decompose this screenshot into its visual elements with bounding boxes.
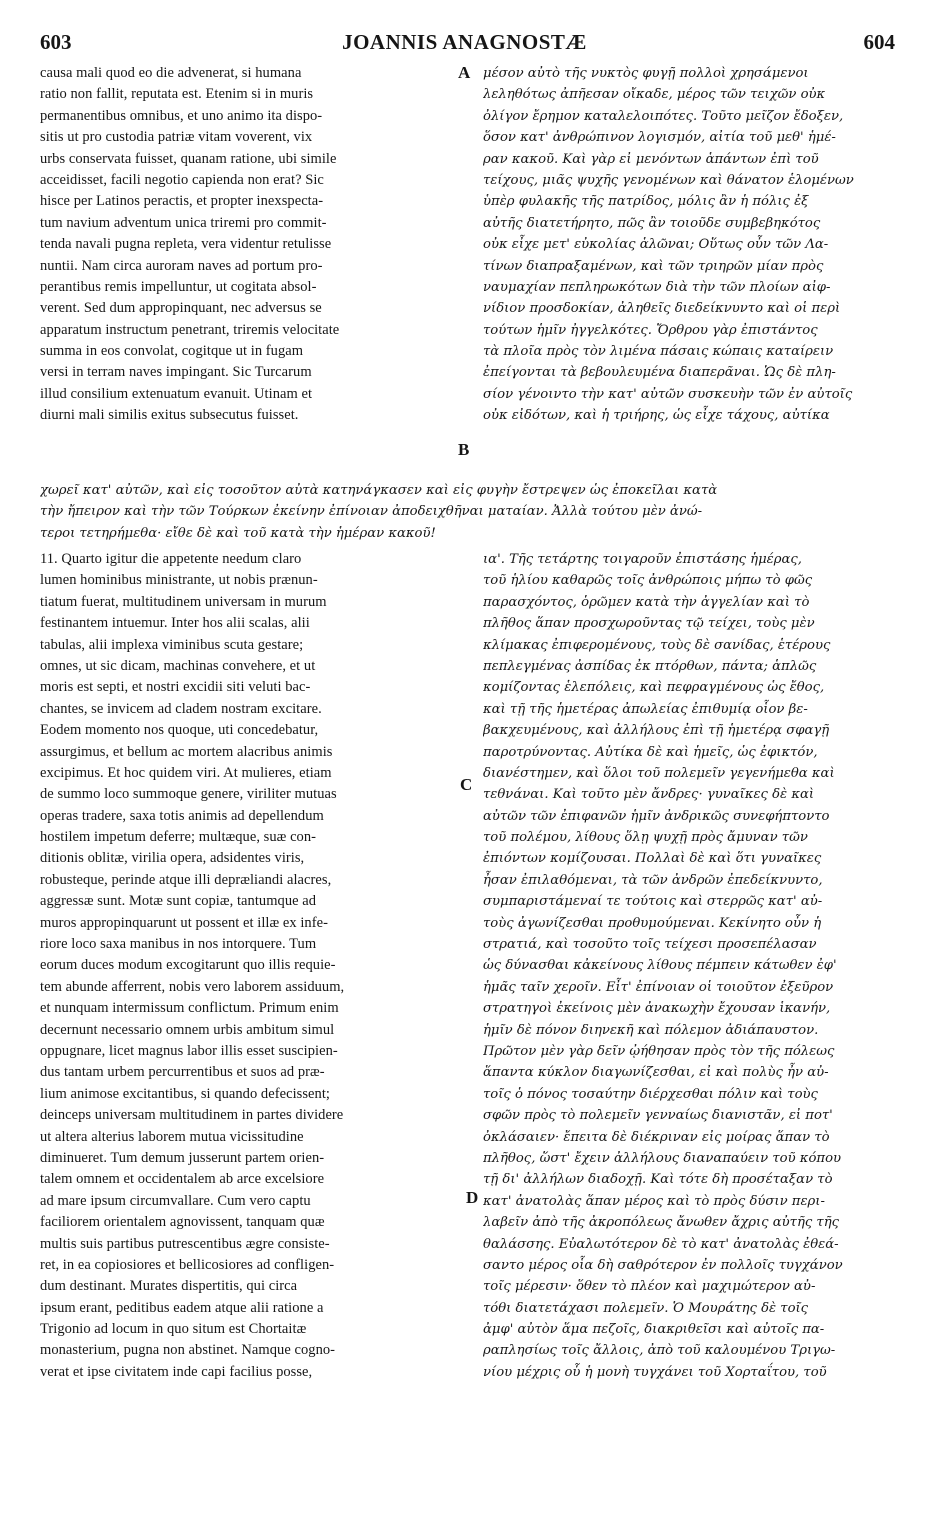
text-line: ναυμαχίαν πεπληρωκότων διὰ τὴν τῶν πλοίων αἰφ- xyxy=(483,279,831,295)
text-line: ἀμφ' αὐτὸν ἅμα πεζοῖς, διακριθεῖσι καὶ αὐτοῖς πα- xyxy=(483,1322,825,1338)
text-line: moris est septi, et nostri excidii siti veluti bac- xyxy=(40,679,311,696)
text-line: operas tradere, saxa totis animis ad depellendum xyxy=(40,807,324,824)
text-line: festinantem intuemur. Inter hos alii scalas, alii xyxy=(40,615,310,632)
text-line: chantes, se invicem ad cladem nostram excitare. xyxy=(40,700,322,717)
text-line: τεροι τετηρήμεθα· εἴθε δὲ καὶ τοῦ κατὰ τὴν ἡμέραν κακοῦ! xyxy=(40,525,436,541)
text-line: robusteque, perinde atque illi depræliandi alacres, xyxy=(40,871,332,888)
text-line: τοὺς ἀγωνίζεσθαι προθυμούμεναι. Κεκίνητο οὖν ἡ xyxy=(483,915,822,931)
text-line: συμπαριστάμεναί τε τούτοις καὶ στερρῶς κατ' αὐ- xyxy=(483,894,823,910)
text-line: verent. Sed dum appropinquant, nec adversus se xyxy=(40,300,322,317)
text-line: αὐτῆς διατετήρητο, πῶς ἂν τοιοῦδε συμβεβηκότος xyxy=(483,215,821,231)
text-line: sitis ut pro custodia patriæ vitam voverent, vix xyxy=(40,129,313,146)
text-line: ἡμῖν δὲ πόνον διηνεκῆ καὶ πόλεμον ἀδιάπαυστον. xyxy=(483,1022,819,1038)
text-line: αὐτῶν τῶν ἐπιφανῶν ἡμῖν ἀνδρικῶς συνεφήπτοντο xyxy=(483,808,830,824)
text-line: στρατηγοὶ ἐκείνοις μὲν ἀνακωχὴν ἔχουσαν ἱκανήν, xyxy=(483,1001,831,1017)
text-line: diminueret. Tum demum jusserunt partem orien- xyxy=(40,1149,325,1166)
text-line: excipimus. Et hoc quidem viri. At mulieres, etiam xyxy=(40,764,332,781)
text-line: νίδιον προσδοκίαν, ἀληθεῖς διεδείκνυντο καὶ οἱ περὶ xyxy=(483,301,841,317)
greek-column-main xyxy=(483,549,903,1383)
greek-column-top xyxy=(483,63,901,427)
text-line: 11. Quarto igitur die appetente needum claro xyxy=(40,551,302,567)
section-marker-d: D xyxy=(466,1188,479,1207)
text-line: ια'. Τῆς τετάρτης τοιγαροῦν ἐπιστάσης ἡμέρας, xyxy=(483,552,802,567)
text-line: τῇ δι' ἀλλήλων διαδοχῇ. Καὶ τότε δὴ προσέταξαν τὸ xyxy=(483,1172,833,1188)
text-line: monasterium, pugna non abstinet. Namque cogno- xyxy=(40,1342,336,1359)
text-line: diurni mali similis exitus subsecutus fuisset. xyxy=(40,407,299,424)
text-line: οὐκ εἰδότων, καὶ ἡ τριήρης, ὡς εἶχε τάχους, αὐτίκα xyxy=(483,408,830,424)
text-line: Πρῶτον μὲν γὰρ δεῖν ᾠήθησαν πρὸς τὸν τῆς πόλεως xyxy=(483,1043,835,1059)
text-line: λαβεῖν ἀπὸ τῆς ἀκροπόλεως ἄνωθεν ἄχρις αὐτῆς τῆς xyxy=(483,1215,840,1231)
text-line: στρατιά, καὶ τοσοῦτο τοῖς τείχεσι προσεπέλασαν xyxy=(483,937,817,953)
text-line: τοῦ πολέμου, λίθους ὅλῃ ψυχῇ πρὸς ἄμυναν τῶν xyxy=(483,830,808,846)
text-line: θαλάσσης. Εὐαλωτότερον δὲ τὸ κατ' ἀνατολὰς ἐθεά- xyxy=(483,1236,839,1252)
text-line: τείχους, μιᾶς ψυχῆς γενομένων καὶ θάνατον ἑλομένων xyxy=(483,172,854,188)
text-line: βακχευμένους, καὶ ἀλλήλους ἐπὶ τῇ ἡμετέρᾳ σφαγῇ xyxy=(483,723,830,739)
text-line: faciliorem orientalem agnovissent, tanquam quæ xyxy=(40,1214,325,1231)
text-line: τοῦ ἡλίου καθαρῶς τοῖς ἀνθρώποις μήπω τὸ φῶς xyxy=(483,573,813,589)
text-line: ἐπιόντων κομίζουσαι. Πολλαὶ δὲ καὶ ὅτι γυναῖκες xyxy=(483,851,822,867)
text-line: versi in terram naves impingant. Sic Turcarum xyxy=(40,364,312,381)
text-line: verat et ipse civitatem inde capi facilius posse, xyxy=(40,1363,313,1380)
text-line: μέσον αὐτὸ τῆς νυκτὸς φυγῇ πολλοὶ χρησάμενοι xyxy=(483,66,809,81)
text-line: hisce per Latinos peractis, et propter inexspecta- xyxy=(40,193,324,210)
text-line: τὰ πλοῖα πρὸς τὸν λιμένα πάσαις κώπαις καταίρειν xyxy=(483,344,834,360)
left-page-number: 603 xyxy=(40,30,72,54)
section-marker-b: B xyxy=(458,440,470,459)
text-line: omnes, ut sic dicam, machinas convehere, et ut xyxy=(40,657,316,674)
text-line: κλίμακας ἐπιφερομένους, τοὺς δὲ σανίδας, ἑτέρους xyxy=(483,637,831,653)
text-line: ὡς δύνασθαι κἀκείνους λίθους πέμπειν κάτωθεν ἐφ' xyxy=(483,958,837,974)
text-line: ratio non fallit, reputata est. Etenim si in muris xyxy=(40,86,314,103)
text-line: ὑπὲρ φυλακῆς τῆς πατρίδος, μόλις ἂν ἡ πόλις ἐξ xyxy=(483,194,809,210)
text-line: talem omnem et occidentalem ab arce excelsiore xyxy=(40,1171,325,1188)
text-line: eorum duces modum excogitarunt quo illis requie- xyxy=(40,957,336,974)
text-line: Trigonio ad locum in quo situm est Chortaitæ xyxy=(40,1321,307,1338)
text-line: multis suis partibus putrescentibus ægre consiste- xyxy=(40,1235,330,1252)
text-line: ἐπείγονται τὰ βεβουλευμένα διαπερᾶναι. Ὡς δὲ πλη- xyxy=(483,365,836,381)
text-line: ὀκλάσαιεν· ἔπειτα δὲ διέκριναν εἰς μοίρας ἅπαν τὸ xyxy=(483,1129,830,1145)
text-line: παροτρύνοντας. Αὐτίκα δὲ καὶ ἡμεῖς, ὡς ἐφικτόν, xyxy=(483,744,818,760)
text-line: τὴν ἤπειρον καὶ τὴν τῶν Τούρκων ἐκείνην ἐπίνοιαν ἀποδειχθῆναι ματαίαν. Ἀλλὰ τούτου μὲν ἀνώ- xyxy=(40,504,703,520)
text-line: παρασχόντος, ὁρῶμεν κατὰ τὴν ἀγγελίαν καὶ τὸ xyxy=(483,594,810,610)
text-line: causa mali quod eo die advenerat, si humana xyxy=(40,65,302,81)
text-line: τοῖς μέρεσιν· ὅθεν τὸ πλέον καὶ μαχιμώτερον αὐ- xyxy=(483,1279,816,1295)
text-line: τοῖς ὁ πόνος τοσαύτην διέρχεσθαι πόλιν καὶ τοὺς xyxy=(483,1086,818,1102)
text-line: deinceps universam multitudinem in partes dividere xyxy=(40,1107,344,1124)
text-line: ad mare ipsum circumvallare. Cum vero captu xyxy=(40,1192,311,1209)
text-line: decernunt necessario omnem urbis ambitum simul xyxy=(40,1021,335,1038)
text-line: perantibus remis impelluntur, ut cogitata absol- xyxy=(40,278,317,295)
text-line: ἦσαν ἐπιλαθόμεναι, τὰ τῶν ἀνδρῶν ἐπεδείκνυντο, xyxy=(483,872,823,888)
text-line: τόθι διατετάχασι πολεμεῖν. Ὁ Μουράτης δὲ τοῖς xyxy=(483,1300,809,1316)
section-marker-a: A xyxy=(458,63,471,82)
text-line: πεπλεγμένας ἀσπίδας ἐκ πτόρθων, πάντα; ἁπλῶς xyxy=(483,658,817,674)
text-line: dum destinant. Murates dispertitis, qui circa xyxy=(40,1278,298,1295)
text-line: ἅπαντα κύκλον διαγωνίζεσθαι, εἰ καὶ πολὺς ἦν αὐ- xyxy=(483,1065,829,1081)
text-line: tabulas, alii implexa viminibus scuta gestare; xyxy=(40,636,304,653)
text-line: σαντο μέρος οἷα δὴ σαθρότερον ἐν πολλοῖς τυγχάνον xyxy=(483,1257,843,1273)
text-line: lumen hominibus ministrante, ut nobis prænun- xyxy=(40,572,318,589)
text-line: οὐκ εἶχε μετ' εὐκολίας ἁλῶναι; Οὕτως οὖν τῶν Λα- xyxy=(483,237,829,253)
text-line: κομίζοντας ἑλεπόλεις, καὶ πεφραγμένους ὡς ἔθος, xyxy=(483,680,825,696)
text-line: illud consilium extenuatum evanuit. Utinam et xyxy=(40,385,313,402)
text-line: ραν κακοῦ. Καὶ γὰρ εἰ μενόντων ἁπάντων ἐπὶ τοῦ xyxy=(483,151,819,167)
text-line: urbs conservata fuisset, quanam ratione, ubi simile xyxy=(40,150,337,167)
text-line: σφῶν πρὸς τὸ πολεμεῖν γενναίως διανιστᾶν, εἰ ποτ' xyxy=(483,1108,833,1124)
text-line: ditionis oblitæ, virilia opera, adsidentes viris, xyxy=(40,850,305,867)
text-line: muros appropinquarunt ut possent et illæ ex infe- xyxy=(40,914,328,931)
text-line: oppugnare, licet magnus labor illis esset suscipien- xyxy=(40,1042,338,1059)
text-line: κατ' ἀνατολὰς ἅπαν μέρος καὶ τὸ πρὸς δύσιν περι- xyxy=(483,1193,825,1209)
text-line: ut altera alterius laborem mutua vicissitudine xyxy=(40,1128,304,1145)
text-line: dus tantam urbem percurrentibus et suos ad præ- xyxy=(40,1064,325,1081)
text-line: apparatum instructum penetrant, triremis velocitate xyxy=(40,321,340,338)
text-line: πλῆθος ἅπαν προσχωροῦντας τῷ τείχει, τοὺς μὲν xyxy=(483,616,815,632)
text-line: νίου μέχρις οὗ ἡ μονὴ τυγχάνει τοῦ Χορταΐτου, τοῦ xyxy=(483,1364,827,1380)
text-line: τίνων διαπραξαμένων, καὶ τῶν τριηρῶν μίαν πρὸς xyxy=(483,258,824,274)
text-line: acceidisset, facili negotio capienda non erat? Sic xyxy=(40,171,324,188)
text-line: χωρεῖ κατ' αὐτῶν, καὶ εἰς τοσοῦτον αὐτὰ κατηνάγκασεν καὶ εἰς φυγὴν ἔστρεψεν ὡς ἐποκεῖλαι κατὰ xyxy=(40,483,718,498)
latin-column-top xyxy=(40,63,452,427)
text-line: permanentibus omnibus, et uno animo ita dispo- xyxy=(40,107,323,124)
text-line: λεληθότως ἀπῆεσαν οἴκαδε, μέρος τῶν τειχῶν οὐκ xyxy=(483,87,826,103)
text-line: nuntii. Nam circa auroram naves ad portum pro- xyxy=(40,257,323,274)
section-marker-c: C xyxy=(460,775,473,794)
greek-full-width-paragraph xyxy=(40,480,910,544)
text-line: et nunquam intermissum conflictum. Primum enim xyxy=(40,1000,339,1017)
text-line: τούτων ἡμῖν ἠγγελκότες. Ὄρθρου γὰρ ἐπιστάντος xyxy=(483,322,818,338)
text-line: hostilem impetum deferre; multæque, suæ con- xyxy=(40,829,317,846)
running-title: JOANNIS ANAGNOSTÆ xyxy=(342,30,587,54)
text-line: τεθνάναι. Καὶ τοῦτο μὲν ἄνδρες· γυναῖκες δὲ καὶ xyxy=(483,787,815,803)
latin-column-main xyxy=(40,549,458,1383)
text-line: Eodem momento nos quoque, uti concedebatur, xyxy=(40,722,319,739)
text-line: ὅσον κατ' ἀνθρώπινον λογισμόν, αἰτία τοῦ μεθ' ἡμέ- xyxy=(483,130,836,146)
text-line: assurgimus, et bellum ac mortem alacribus animis xyxy=(40,743,333,760)
text-line: summa in eos convolat, cogitque ut in fugam xyxy=(40,343,304,360)
text-line: σίον γένοιντο τὴν κατ' αὐτῶν συσκευὴν τῶν ἐν αὐτοῖς xyxy=(483,386,853,402)
text-line: ραπλησίως τοῖς ἄλλοις, ἀπὸ τοῦ καλουμένου Τριγω- xyxy=(483,1343,836,1359)
right-page-number: 604 xyxy=(863,30,895,54)
text-line: διανέστημεν, καὶ ὅλοι τοῦ πολεμεῖν γεγενήμεθα καὶ xyxy=(483,765,835,781)
text-line: ὀλίγον ἔρημον καταλελοιπότες. Τοῦτο μεῖζον ἔδοξεν, xyxy=(483,108,844,124)
text-line: riore loco saxa manibus in nos intorquere. Tum xyxy=(40,936,317,953)
text-line: aggressæ sunt. Motæ sunt copiæ, tantumque ad xyxy=(40,893,317,910)
text-line: ipsum erant, peditibus eadem atque alii ratione a xyxy=(40,1299,324,1316)
text-line: lium animose excitantibus, si quando defecissent; xyxy=(40,1085,330,1102)
text-line: de summo loco summoque genere, viriliter mutuas xyxy=(40,786,337,803)
text-line: tiatum fuerat, multitudinem universam in murum xyxy=(40,593,327,610)
text-line: πλῆθος, ὥστ' ἔχειν ἀλλήλους διαναπαύειν τοῦ κόπου xyxy=(483,1150,842,1166)
text-line: ret, in ea copiosiores et bellicosiores ad confligen- xyxy=(40,1256,335,1273)
text-line: καὶ τῇ τῆς ἡμετέρας ἀπωλείας ἐπιθυμίᾳ οἷον βε- xyxy=(483,701,808,717)
text-line: tenda navali pugna repleta, vera videntur retulisse xyxy=(40,236,332,253)
text-line: tem abunde afferrent, nobis vero laborem assiduum, xyxy=(40,978,345,995)
text-line: tum navium adventum unica triremi pro commit- xyxy=(40,214,327,231)
text-line: ἡμᾶς ταῖν χεροῖν. Εἶτ' ἐπίνοιαν οἱ τοιοῦτον ἐξεῦρον xyxy=(483,979,834,995)
